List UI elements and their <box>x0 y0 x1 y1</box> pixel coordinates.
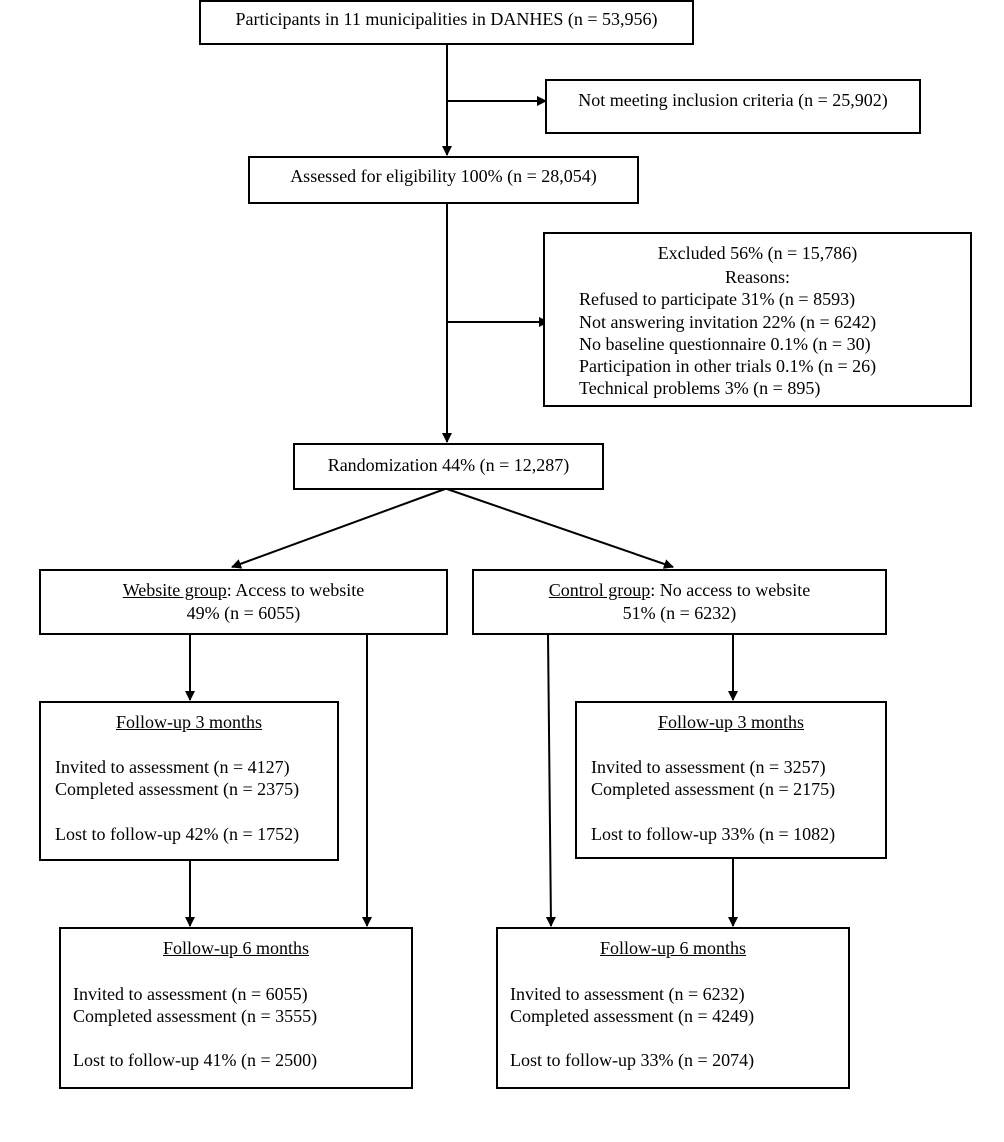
website-3m-title: Follow-up 3 months <box>115 712 262 732</box>
control-group-desc: : No access to website <box>650 580 811 600</box>
control-group-box <box>472 569 887 635</box>
control-3m-invited: Invited to assessment (n = 3257) <box>591 757 826 777</box>
arrow-randomization-to-control <box>447 489 673 567</box>
website-6m-title: Follow-up 6 months <box>162 938 309 958</box>
website-3m-invited: Invited to assessment (n = 4127) <box>55 757 290 777</box>
excluded-box <box>543 232 972 407</box>
randomization-text: Randomization 44% (n = 12,287) <box>327 455 570 475</box>
excluded-reasons-label: Reasons: <box>725 267 790 287</box>
website-group-pct: 49% (n = 6055) <box>186 603 301 623</box>
control-group-pct: 51% (n = 6232) <box>622 603 737 623</box>
excluded-reason: Refused to participate 31% (n = 8593) <box>579 289 856 309</box>
website-group-heading <box>41 579 446 601</box>
arrow-control-to-6m <box>548 634 551 926</box>
website-6m-invited: Invited to assessment (n = 6055) <box>73 984 308 1004</box>
control-6m-lost: Lost to follow-up 33% (n = 2074) <box>510 1050 755 1070</box>
assessed-box <box>248 156 639 204</box>
excluded-reason: Technical problems 3% (n = 895) <box>579 378 821 398</box>
control-followup-3m-box <box>575 701 887 859</box>
excluded-reason: Not answering invitation 22% (n = 6242) <box>579 312 877 332</box>
website-6m-completed: Completed assessment (n = 3555) <box>73 1006 318 1026</box>
website-group-name: Website group <box>122 580 227 600</box>
control-6m-invited: Invited to assessment (n = 6232) <box>510 984 745 1004</box>
website-followup-6m-box <box>59 927 413 1089</box>
control-6m-title: Follow-up 6 months <box>599 938 746 958</box>
website-3m-completed: Completed assessment (n = 2375) <box>55 779 300 799</box>
participants-box <box>199 0 694 45</box>
website-group-desc: : Access to website <box>226 580 365 600</box>
website-group-box <box>39 569 448 635</box>
control-group-name: Control group <box>548 580 651 600</box>
excluded-title: Excluded 56% (n = 15,786) <box>657 243 858 263</box>
excluded-reason: Participation in other trials 0.1% (n = 26) <box>579 356 877 376</box>
arrow-randomization-to-website <box>232 489 445 567</box>
excluded-reason: No baseline questionnaire 0.1% (n = 30) <box>579 334 871 354</box>
control-6m-completed: Completed assessment (n = 4249) <box>510 1006 755 1026</box>
website-followup-3m-box <box>39 701 339 861</box>
control-3m-completed: Completed assessment (n = 2175) <box>591 779 836 799</box>
control-group-heading <box>474 579 885 601</box>
not-meeting-text: Not meeting inclusion criteria (n = 25,902) <box>578 90 888 110</box>
participants-text: Participants in 11 municipalities in DANHES (n = 53,956) <box>235 9 658 29</box>
website-3m-lost: Lost to follow-up 42% (n = 1752) <box>55 824 300 844</box>
website-6m-lost: Lost to follow-up 41% (n = 2500) <box>73 1050 318 1070</box>
randomization-box <box>293 443 604 490</box>
not-meeting-box <box>545 79 921 134</box>
control-3m-lost: Lost to follow-up 33% (n = 1082) <box>591 824 836 844</box>
assessed-text: Assessed for eligibility 100% (n = 28,054) <box>290 166 597 186</box>
control-3m-title: Follow-up 3 months <box>657 712 804 732</box>
control-followup-6m-box <box>496 927 850 1089</box>
